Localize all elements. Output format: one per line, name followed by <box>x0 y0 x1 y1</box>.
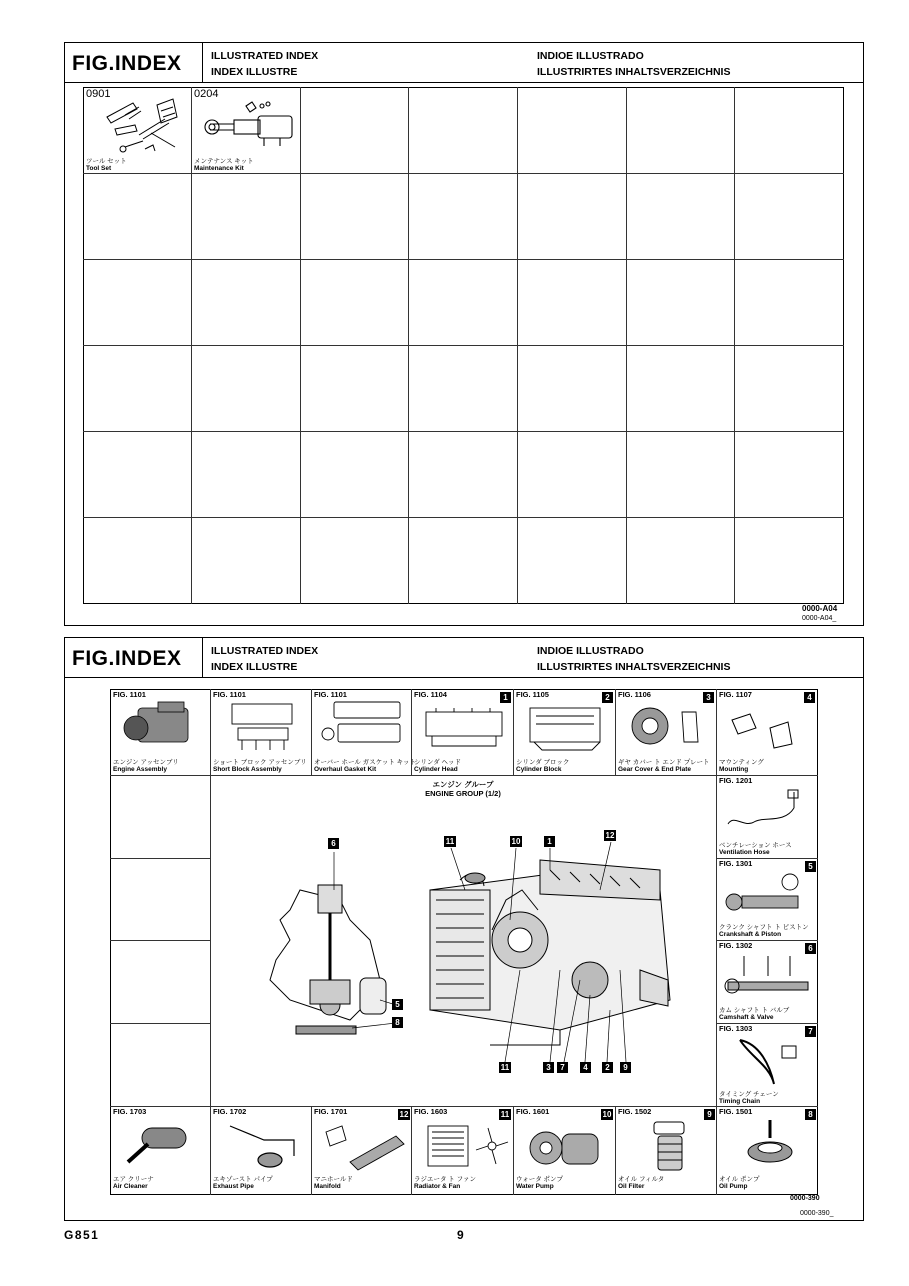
caption-maintenance-kit: メンテナンス キット Maintenance Kit <box>194 158 254 172</box>
caption: ベンチレーション ホース Ventilation Hose <box>719 842 792 856</box>
caption: タイミング チェーン Timing Chain <box>719 1091 779 1105</box>
callout-3: 3 <box>543 1062 554 1073</box>
top-panel-title: FIG.INDEX <box>72 52 182 75</box>
callout-number: 10 <box>602 1110 612 1119</box>
callout-1: 1 <box>544 836 555 847</box>
callout-number: 9 <box>704 1109 715 1120</box>
fig-label: FIG. 1101 <box>314 690 347 699</box>
bottom-panel-title: FIG.INDEX <box>72 647 182 670</box>
radiator-fan-icon <box>422 1120 510 1172</box>
callout-5: 5 <box>392 999 403 1010</box>
callout-8: 8 <box>392 1017 403 1028</box>
tool-set-illustration <box>95 95 185 157</box>
fig-label: FIG. 1107 <box>719 690 752 699</box>
header-fr: INDEX ILLUSTRE <box>211 661 298 673</box>
callout-number: 3 <box>703 692 714 703</box>
header-de: ILLUSTRIRTES INHALTSVERZEICHNIS <box>537 66 731 78</box>
callout-9: 9 <box>620 1062 631 1073</box>
fig-label: FIG. 1303 <box>719 1024 753 1033</box>
mounting-icon <box>726 708 806 754</box>
header-es: INDIOE ILLUSTRADO <box>537 50 644 62</box>
caption: エア クリーナ Air Cleaner <box>113 1176 154 1190</box>
caption: エンジン アッセンブリ Engine Assembly <box>113 759 179 773</box>
fig-label: FIG. 1501 <box>719 1107 753 1116</box>
caption: ウォータ ポンプ Water Pump <box>516 1176 564 1190</box>
fig-label: FIG. 1104 <box>414 690 447 699</box>
short-block-icon <box>222 700 306 754</box>
engine-assembly-icon <box>118 698 206 754</box>
callout-number: 4 <box>804 692 815 703</box>
caption-tool-set: ツール セット Tool Set <box>86 158 127 172</box>
fig-label: FIG. 1105 <box>516 690 549 699</box>
page-code: G851 <box>64 1228 100 1242</box>
water-pump-icon <box>524 1120 610 1172</box>
caption: エキゾースト パイプ Exhaust Pipe <box>213 1176 273 1190</box>
callout-number: 11 <box>500 1110 510 1119</box>
header-de: ILLUSTRIRTES INHALTSVERZEICHNIS <box>537 661 731 673</box>
maintenance-kit-illustration <box>200 98 300 156</box>
callout-number: 8 <box>805 1109 816 1120</box>
caption: シリンダ ヘッド Cylinder Head <box>414 759 462 773</box>
gasket-kit-icon <box>318 698 408 754</box>
fig-label: FIG. 1701 <box>314 1107 348 1116</box>
top-ref-small: 0000-A04_ <box>802 615 837 622</box>
engine-group-illustration <box>260 830 690 1070</box>
caption: カム シャフト ト バルブ Camshaft & Valve <box>719 1007 790 1021</box>
fig-label: FIG. 1502 <box>618 1107 652 1116</box>
cylinder-head-icon <box>420 704 508 754</box>
fig-label: FIG. 1201 <box>719 776 753 785</box>
item-code-0204: 0204 <box>194 88 219 100</box>
air-cleaner-icon <box>118 1118 208 1168</box>
ventilation-hose-icon <box>724 788 814 838</box>
caption: オーバー ホール ガスケット キット Overhaul Gasket Kit <box>314 759 417 773</box>
caption: マニホールド Manifold <box>314 1176 353 1190</box>
cylinder-block-icon <box>522 702 608 754</box>
callout-number: 5 <box>805 861 816 872</box>
caption: オイル フィルタ Oil Filter <box>618 1176 665 1190</box>
bottom-ref: 0000-390 <box>790 1195 820 1202</box>
fig-label: FIG. 1106 <box>618 690 651 699</box>
fig-label: FIG. 1101 <box>113 690 146 699</box>
header-fr: INDEX ILLUSTRE <box>211 66 298 78</box>
fig-label: FIG. 1301 <box>719 859 753 868</box>
page-number: 9 <box>457 1228 466 1242</box>
header-en: ILLUSTRATED INDEX <box>211 50 319 62</box>
exhaust-pipe-icon <box>224 1120 308 1170</box>
bottom-ref-small: 0000-390_ <box>800 1210 834 1217</box>
callout-11-bottom: 11 <box>500 1063 510 1072</box>
callout-number: 12 <box>399 1110 409 1119</box>
callout-6: 6 <box>328 838 339 849</box>
crankshaft-icon <box>724 872 814 916</box>
caption: シリンダ ブロック Cylinder Block <box>516 759 570 773</box>
fig-label: FIG. 1703 <box>113 1107 147 1116</box>
callout-2: 2 <box>602 1062 613 1073</box>
fig-label: FIG. 1302 <box>719 941 753 950</box>
gear-cover-icon <box>624 702 712 754</box>
caption: オイル ポンプ Oil Pump <box>719 1176 760 1190</box>
callout-7: 7 <box>557 1062 568 1073</box>
fig-label: FIG. 1702 <box>213 1107 247 1116</box>
callout-12: 12 <box>605 831 615 840</box>
timing-chain-icon <box>730 1036 810 1088</box>
caption: ギヤ カバー ト エンド プレート Gear Cover & End Plate <box>618 759 710 773</box>
caption: クランク シャフト ト ピストン Crankshaft & Piston <box>719 924 809 938</box>
oil-filter-icon <box>640 1118 700 1174</box>
top-ref: 0000-A04 <box>802 604 838 613</box>
oil-pump-icon <box>740 1118 800 1174</box>
caption: ショート ブロック アッセンブリ Short Block Assembly <box>213 759 307 773</box>
callout-number: 7 <box>805 1026 816 1037</box>
header-es: INDIOE ILLUSTRADO <box>537 645 644 657</box>
callout-number: 2 <box>602 692 613 703</box>
caption: ラジエータ ト ファン Radiator & Fan <box>414 1176 476 1190</box>
callout-10: 10 <box>511 837 521 846</box>
engine-group-title: エンジン グループ ENGINE GROUP (1/2) <box>425 780 501 798</box>
header-en: ILLUSTRATED INDEX <box>211 645 319 657</box>
callout-number: 1 <box>500 692 511 703</box>
fig-label: FIG. 1601 <box>516 1107 550 1116</box>
callout-11-top: 11 <box>445 837 455 846</box>
camshaft-icon <box>724 952 814 1000</box>
fig-label: FIG. 1603 <box>414 1107 448 1116</box>
item-code-0901: 0901 <box>86 88 111 100</box>
callout-4: 4 <box>580 1062 591 1073</box>
fig-label: FIG. 1101 <box>213 690 246 699</box>
manifold-icon <box>320 1122 408 1172</box>
callout-number: 6 <box>805 943 816 954</box>
caption: マウンティング Mounting <box>719 759 764 773</box>
